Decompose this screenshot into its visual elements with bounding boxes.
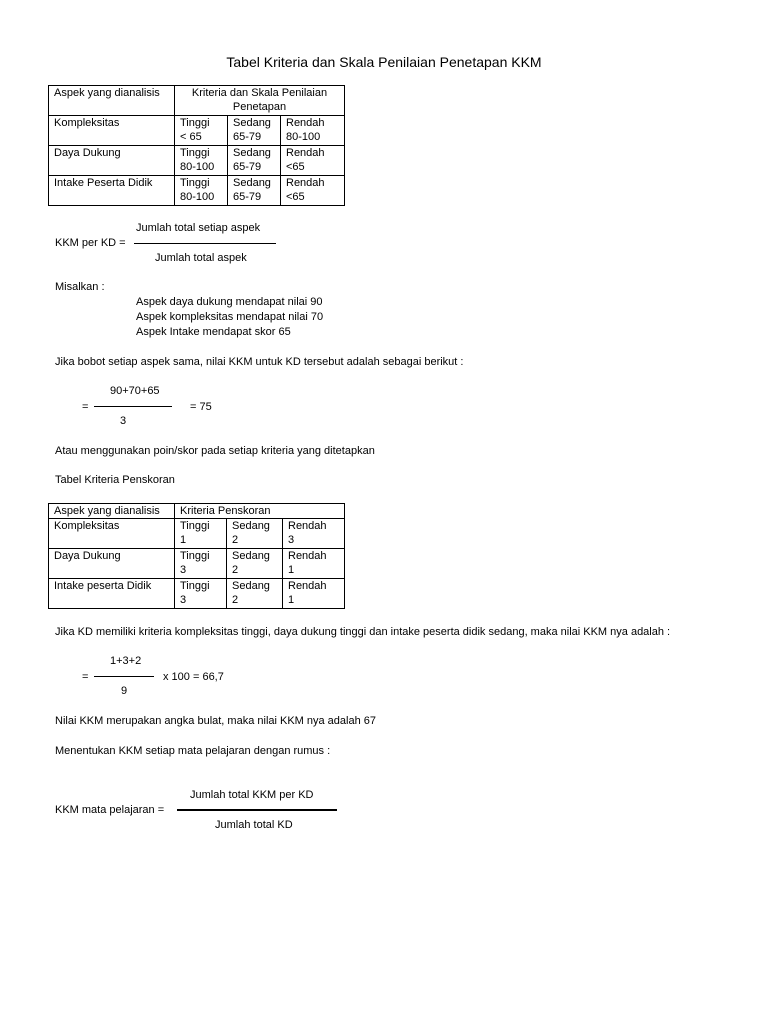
paragraph-menentukan: Menentukan KKM setiap mata pelajaran dengan rumus : [55,745,331,757]
table-cell: Tinggi 3 [175,579,227,609]
example-intro: Misalkan : [55,281,105,293]
table-row-aspect: Daya Dukung [49,146,175,176]
table-cell: Rendah 3 [283,519,345,549]
scoring-criteria-table [48,503,345,609]
formula-result: = 75 [190,401,212,413]
example-item: Aspek Intake mendapat skor 65 [136,326,291,338]
formula-numerator: 1+3+2 [110,655,142,667]
paragraph-poin: Atau menggunakan poin/skor pada setiap kriteria yang ditetapkan [55,445,375,457]
table-header-criteria: Kriteria dan Skala Penilaian Penetapan [175,86,345,116]
formula-denominator: 9 [121,685,128,697]
table-header-criteria: Kriteria Penskoran [175,504,345,519]
table-row-aspect: Kompleksitas [49,116,175,146]
fraction-line [94,406,172,407]
table-cell: Rendah <65 [281,146,345,176]
formula-numerator: Jumlah total KKM per KD [190,789,314,801]
table-cell: Sedang 2 [227,579,283,609]
table-cell: Sedang 2 [227,519,283,549]
table-cell: Sedang 65-79 [228,116,281,146]
table-cell: Tinggi < 65 [175,116,228,146]
formula-denominator: 3 [120,415,127,427]
table-row-aspect: Kompleksitas [49,519,175,549]
table-cell: Sedang 2 [227,549,283,579]
table-cell: Tinggi 1 [175,519,227,549]
formula-result: x 100 = 66,7 [163,671,224,683]
table2-title: Tabel Kriteria Penskoran [55,474,175,486]
formula-numerator: 90+70+65 [110,385,160,397]
formula-kkm-mapel-label: KKM mata pelajaran = [55,804,165,816]
table-cell: Rendah 1 [283,549,345,579]
fraction-line [177,809,337,811]
table-row-aspect: Intake Peserta Didik [49,176,175,206]
table-row-aspect: Daya Dukung [49,549,175,579]
table-cell: Sedang 65-79 [228,146,281,176]
page-title: Tabel Kriteria dan Skala Penilaian Penetapan KKM [226,54,542,70]
table-cell: Sedang 65-79 [228,176,281,206]
formula-denominator: Jumlah total aspek [155,252,247,264]
fraction-line [134,243,276,244]
formula-kkm-per-kd-label: KKM per KD = [55,237,126,249]
formula-numerator: Jumlah total setiap aspek [136,222,261,234]
table-header-aspect: Aspek yang dianalisis [49,86,175,116]
table-cell: Rendah <65 [281,176,345,206]
example-item: Aspek daya dukung mendapat nilai 90 [136,296,323,308]
table-row-aspect: Intake peserta Didik [49,579,175,609]
table-cell: Rendah 1 [283,579,345,609]
table-cell: Rendah 80-100 [281,116,345,146]
table-cell: Tinggi 3 [175,549,227,579]
formula-equals: = [82,401,89,413]
paragraph-bulat: Nilai KKM merupakan angka bulat, maka nilai KKM nya adalah 67 [55,715,377,727]
criteria-scale-table [48,85,345,206]
formula-denominator: Jumlah total KD [215,819,293,831]
paragraph-bobot: Jika bobot setiap aspek sama, nilai KKM untuk KD tersebut adalah sebagai berikut : [55,356,464,368]
table-cell: Tinggi 80-100 [175,146,228,176]
table-header-aspect: Aspek yang dianalisis [49,504,175,519]
table-cell: Tinggi 80-100 [175,176,228,206]
formula-equals: = [82,671,89,683]
fraction-line [94,676,154,677]
example-item: Aspek kompleksitas mendapat nilai 70 [136,311,324,323]
paragraph-jika-kd: Jika KD memiliki kriteria kompleksitas tinggi, daya dukung tinggi dan intake peserta didik sedang, maka nilai KKM nya adalah : [55,626,671,638]
